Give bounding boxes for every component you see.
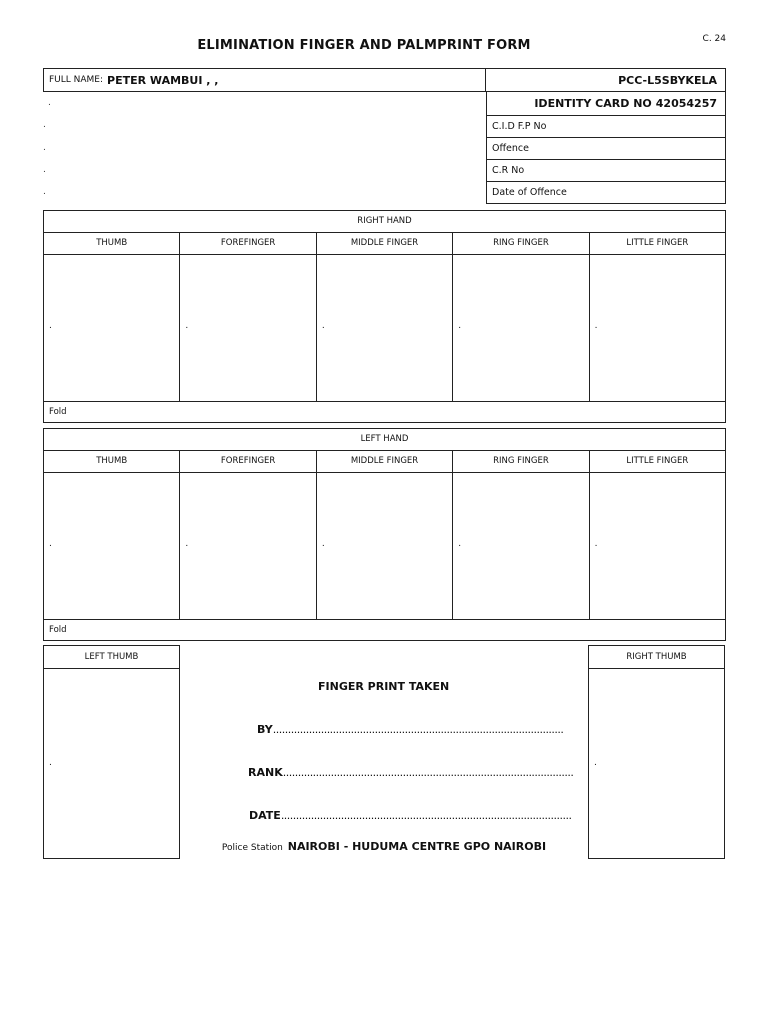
cr-no-label: C.R No bbox=[492, 165, 525, 176]
blank-marker: . bbox=[594, 321, 598, 331]
blank-marker: . bbox=[49, 321, 52, 331]
identity-card-field bbox=[486, 91, 726, 116]
right-thumb-box bbox=[588, 645, 725, 859]
identity-card-label: IDENTITY CARD NO bbox=[534, 97, 652, 110]
right-thumb-print-box bbox=[44, 255, 180, 401]
right-ring-finger-print-box bbox=[453, 255, 589, 401]
left-hand-fold-label: Fold bbox=[49, 625, 67, 635]
full-name-field bbox=[43, 68, 486, 92]
full-name-label: FULL NAME: bbox=[49, 75, 104, 85]
identity-card-value: 42054257 bbox=[655, 97, 717, 110]
left-thumb-header: THUMB bbox=[44, 451, 180, 472]
left-middle-finger-header: MIDDLE FINGER bbox=[317, 451, 453, 472]
blank-marker: . bbox=[49, 539, 52, 549]
right-hand-fold-label: Fold bbox=[49, 407, 67, 417]
reference-number: PCC-L5SBYKELA bbox=[485, 68, 726, 92]
left-little-finger-print-box bbox=[590, 473, 725, 619]
blank-marker: . bbox=[48, 98, 51, 108]
cid-fp-field bbox=[486, 115, 726, 138]
rank-label: RANK bbox=[248, 766, 283, 779]
date-dots: ................................................................................................. bbox=[280, 809, 572, 822]
blank-marker: . bbox=[185, 539, 189, 549]
left-thumb-box bbox=[43, 645, 180, 859]
left-forefinger-header: FOREFINGER bbox=[180, 451, 316, 472]
police-station-value: NAIROBI - HUDUMA CENTRE GPO NAIROBI bbox=[287, 840, 547, 853]
right-little-finger-print-box bbox=[590, 255, 725, 401]
right-hand-caption: RIGHT HAND bbox=[44, 211, 725, 233]
right-middle-finger-print-box bbox=[317, 255, 453, 401]
finger-print-taken-heading: FINGER PRINT TAKEN bbox=[318, 680, 450, 693]
left-ring-finger-header: RING FINGER bbox=[453, 451, 589, 472]
police-station-line bbox=[180, 840, 588, 853]
blank-marker: . bbox=[321, 539, 325, 549]
blank-marker: . bbox=[594, 758, 597, 768]
offence-label: Offence bbox=[492, 143, 529, 154]
blank-marker: . bbox=[43, 165, 46, 175]
taken-by-label: BY bbox=[257, 723, 273, 736]
left-little-finger-header: LITTLE FINGER bbox=[626, 456, 689, 466]
left-thumb-print-box bbox=[44, 473, 180, 619]
taken-by-dots: ................................................................................................. bbox=[272, 723, 564, 736]
right-thumb-caption: RIGHT THUMB bbox=[589, 646, 724, 669]
cr-no-field bbox=[486, 159, 726, 182]
left-hand-grid bbox=[43, 428, 726, 641]
right-thumb-header: THUMB bbox=[44, 233, 180, 254]
blank-marker: . bbox=[49, 758, 52, 768]
right-forefinger-header: FOREFINGER bbox=[180, 233, 316, 254]
left-thumb-caption: LEFT THUMB bbox=[44, 646, 179, 669]
right-hand-grid bbox=[43, 210, 726, 423]
date-of-offence-label: Date of Offence bbox=[492, 187, 567, 198]
date-line bbox=[249, 809, 571, 822]
offence-field bbox=[486, 137, 726, 160]
blank-marker: . bbox=[43, 120, 46, 130]
form-code: C. 24 bbox=[702, 34, 726, 44]
blank-marker: . bbox=[321, 321, 325, 331]
rank-line bbox=[248, 766, 573, 779]
taken-by-line bbox=[257, 723, 563, 736]
police-station-label: Police Station bbox=[221, 843, 283, 853]
full-name-value: PETER WAMBUI , , bbox=[107, 73, 219, 87]
form-title: ELIMINATION FINGER AND PALMPRINT FORM bbox=[197, 38, 531, 53]
date-of-offence-field bbox=[486, 181, 726, 204]
blank-marker: . bbox=[458, 539, 462, 549]
right-forefinger-print-box bbox=[180, 255, 316, 401]
right-little-finger-header: LITTLE FINGER bbox=[626, 238, 689, 248]
left-middle-finger-print-box bbox=[317, 473, 453, 619]
blank-marker: . bbox=[594, 539, 598, 549]
right-middle-finger-header: MIDDLE FINGER bbox=[317, 233, 453, 254]
blank-marker: . bbox=[185, 321, 189, 331]
date-label: DATE bbox=[249, 809, 281, 822]
cid-fp-label: C.I.D F.P No bbox=[492, 121, 547, 132]
blank-marker: . bbox=[458, 321, 462, 331]
left-ring-finger-print-box bbox=[453, 473, 589, 619]
rank-dots: ................................................................................................. bbox=[282, 766, 574, 779]
left-forefinger-print-box bbox=[180, 473, 316, 619]
left-hand-caption: LEFT HAND bbox=[44, 429, 725, 451]
right-ring-finger-header: RING FINGER bbox=[453, 233, 589, 254]
blank-marker: . bbox=[43, 187, 46, 197]
blank-marker: . bbox=[43, 143, 46, 153]
